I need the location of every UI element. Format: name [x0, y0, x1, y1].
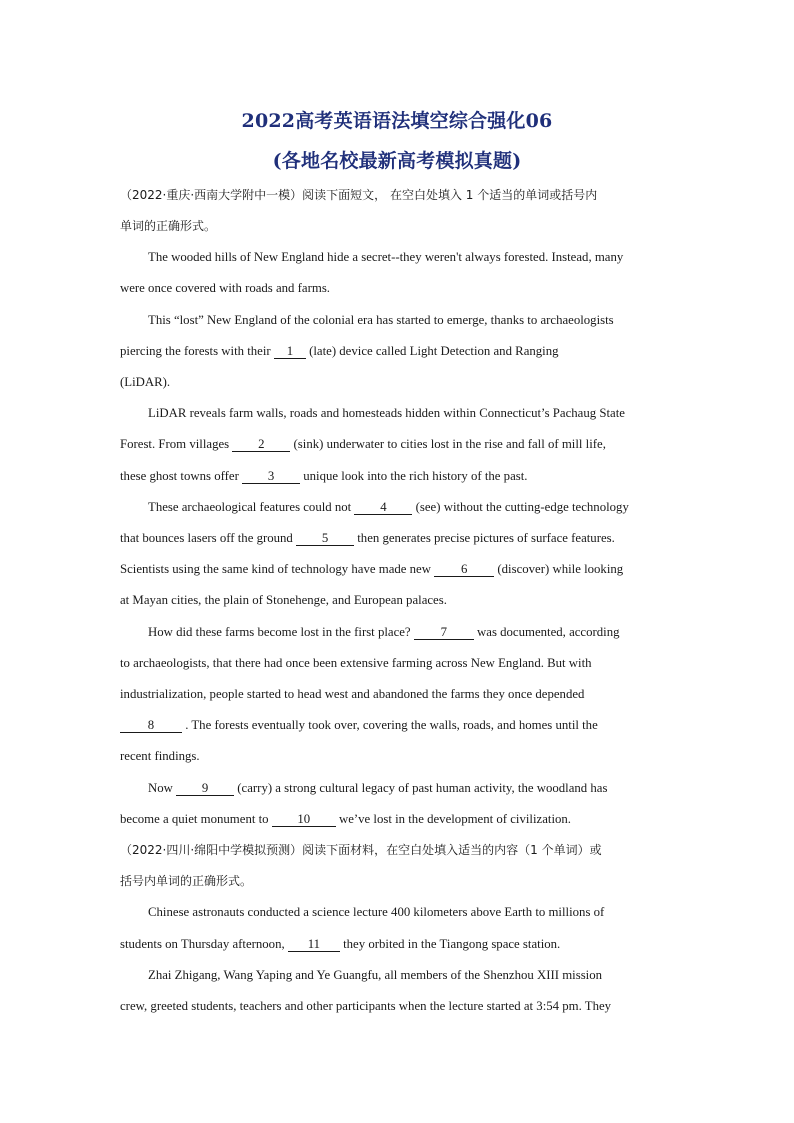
passage2-instruction-line2: 括号内单词的正确形式。	[120, 874, 253, 888]
blank-9[interactable]: 9	[176, 781, 234, 796]
blank-1[interactable]: 1	[274, 344, 306, 359]
text-segment: was documented, according	[477, 625, 620, 639]
passage1-p3-line1: LiDAR reveals farm walls, roads and homesteads hidden within Connecticut’s Pachaug State	[148, 406, 625, 420]
text-segment: . The forests eventually took over, covering the walls, roads, and homes until the	[185, 718, 598, 732]
passage1-p3-line2	[120, 435, 680, 453]
passage2-p1-line2	[120, 935, 680, 953]
blank-3[interactable]: 3	[242, 469, 300, 484]
passage1-instruction-line2: 单词的正确形式。	[120, 219, 217, 233]
text-segment: Forest. From villages	[120, 437, 230, 451]
passage1-p3-line3	[120, 467, 680, 485]
passage1-p4-line4: at Mayan cities, the plain of Stonehenge, and European palaces.	[120, 593, 447, 607]
blank-7[interactable]: 7	[414, 625, 474, 640]
blank-10[interactable]: 10	[272, 812, 336, 827]
blank-11[interactable]: 11	[288, 937, 340, 952]
passage1-p4-line2	[120, 529, 680, 547]
passage1-p1-line1: The wooded hills of New England hide a secret--they weren't always forested. Instead, many	[148, 250, 624, 264]
text-segment: (carry) a strong cultural legacy of past human activity, the woodland has	[237, 781, 608, 795]
passage2-p2-line1: Zhai Zhigang, Wang Yaping and Ye Guangfu, all members of the Shenzhou XIII mission	[148, 968, 603, 982]
document-title: 2022高考英语语法填空综合强化06	[241, 110, 553, 132]
text-segment: we’ve lost in the development of civilization.	[338, 812, 572, 826]
passage1-p5-line3: industrialization, people started to head west and abandoned the farms they once depended	[120, 687, 585, 701]
text-segment: become a quiet monument to	[120, 812, 269, 826]
text-segment: piercing the forests with their	[120, 344, 271, 358]
document-subtitle: (各地名校最新高考模拟真题)	[272, 150, 522, 172]
text-segment: then generates precise pictures of surface features.	[357, 531, 615, 545]
text-segment: they orbited in the Tiangong space station.	[343, 937, 561, 951]
passage2-instruction-line1: （2022·四川·绵阳中学模拟预测）阅读下面材料，在空白处填入适当的内容（1 个单词）或	[120, 843, 602, 857]
passage1-p6-line1	[148, 779, 680, 797]
passage1-p2-line3: (LiDAR).	[120, 375, 171, 389]
text-segment: (see) without the cutting-edge technology	[415, 500, 629, 514]
passage1-p2-line2	[120, 342, 680, 360]
text-segment: These archaeological features could not	[148, 500, 352, 514]
passage1-p4-line1	[148, 498, 680, 516]
text-segment: (late) device called Light Detection and Ranging	[309, 344, 559, 358]
text-segment: (discover) while looking	[497, 562, 624, 576]
passage1-p2-line1: This “lost” New England of the colonial era has started to emerge, thanks to archaeologists	[148, 313, 614, 327]
text-segment: students on Thursday afternoon,	[120, 937, 285, 951]
passage2-p2-line2: crew, greeted students, teachers and other participants when the lecture started at 3:54 pm. They	[120, 999, 612, 1013]
passage1-p1-line2: were once covered with roads and farms.	[120, 281, 330, 295]
blank-4[interactable]: 4	[354, 500, 412, 515]
passage1-p5-line2: to archaeologists, that there had once been extensive farming across New England. But with	[120, 656, 592, 670]
passage1-p5-line5: recent findings.	[120, 749, 200, 763]
blank-5[interactable]: 5	[296, 531, 354, 546]
passage1-p6-line2	[120, 810, 680, 828]
passage2-p1-line1: Chinese astronauts conducted a science lecture 400 kilometers above Earth to millions of	[148, 905, 605, 919]
blank-8[interactable]: 8	[120, 718, 182, 733]
passage1-instruction-line1: （2022·重庆·西南大学附中一模）阅读下面短文， 在空白处填入 1 个适当的单词或括号内	[120, 188, 598, 202]
text-segment: Scientists using the same kind of technology have made new	[120, 562, 431, 576]
text-segment: these ghost towns offer	[120, 469, 239, 483]
text-segment: (sink) underwater to cities lost in the rise and fall of mill life,	[293, 437, 606, 451]
text-segment: Now	[148, 781, 173, 795]
text-segment: that bounces lasers off the ground	[120, 531, 293, 545]
text-segment: How did these farms become lost in the first place?	[148, 625, 411, 639]
blank-2[interactable]: 2	[232, 437, 290, 452]
passage1-p5-line1	[148, 623, 680, 641]
text-segment: unique look into the rich history of the past.	[303, 469, 528, 483]
passage1-p4-line3	[120, 560, 680, 578]
passage1-p5-line4	[120, 716, 680, 734]
blank-6[interactable]: 6	[434, 562, 494, 577]
